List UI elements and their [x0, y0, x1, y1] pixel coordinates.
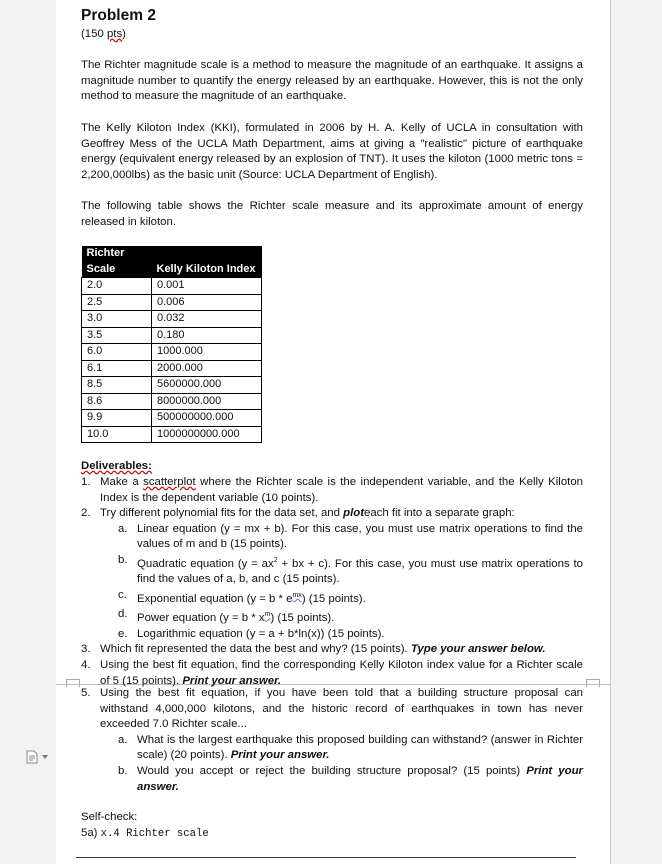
item-text: Print your answer.: [137, 764, 583, 793]
item-text: Using the best fit equation, if you have been told that a building structure proposal can withstand 4,000,000 kilotons, and the historic record of earthquakes in town has never exceeded 7.0 Richter scale...: [100, 687, 583, 731]
item-text: Would you accept or reject the building structure proposal? (15 points): [137, 764, 527, 777]
item-text: + bx + c). For this case, you must use matrix operations to find the values of a, b, and c (15 points).: [137, 557, 583, 586]
table-row: [82, 360, 262, 377]
kki-cell: 0.001: [152, 278, 262, 295]
table-row: [82, 410, 262, 427]
item-text: Print your answer.: [182, 674, 282, 687]
header-line: Richter: [86, 247, 125, 259]
list-number: d.: [118, 608, 128, 621]
sub-list-item: [81, 764, 583, 795]
item-text: Type your answer below.: [410, 643, 546, 656]
item-text: Linear equation (y = mx + b). For this case, you must use matrix operations to find the values of m and b (15 points).: [137, 522, 583, 551]
deliverables-heading-text: Deliverables:: [81, 460, 152, 472]
paragraph-text: The following table shows the Richter scale measure and its approximate amount of energy released in kiloton.: [81, 200, 583, 228]
richter-cell: 6.1: [82, 360, 152, 377]
table-row: [82, 344, 262, 361]
list-number: e.: [118, 627, 128, 640]
paragraph-text: The Kelly Kiloton Index (KKI), formulated in 2006 by H. A. Kelly of UCLA in consultation with Geoffrey Mess of the UCLA Math Department, aims at giving a "realistic" picture of earthquake energy (equivalent energy released by an explosion of TNT). It uses the kiloton (1000 metric tons = 2,200,000lbs) as the basic unit (Source: UCLA Department of English).: [81, 122, 583, 181]
list-number: b.: [118, 553, 128, 566]
problem-title: Problem 2: [81, 7, 156, 24]
kki-cell: 1000000000.000: [152, 426, 262, 443]
kki-paragraph: [81, 121, 583, 183]
richter-cell: 2.0: [82, 278, 152, 295]
richter-cell: 9.9: [82, 410, 152, 427]
table-row: [82, 311, 262, 328]
richter-cell: 3.0: [82, 311, 152, 328]
sub-list-item: [81, 627, 583, 643]
richter-kki-table: [81, 246, 262, 443]
item-text: where the Richter scale is the independent variable, and the Kelly Kiloton Index is the dependent variable (10 points).: [100, 476, 583, 504]
list-number: 2.: [81, 507, 91, 520]
item-text: Logarithmic equation (y = a + b*ln(x)) (15 points).: [137, 627, 385, 640]
table-row: [82, 327, 262, 344]
page-corner-marker: [586, 679, 600, 687]
richter-cell: 8.6: [82, 393, 152, 410]
table-row: [82, 278, 262, 295]
list-item: [81, 686, 583, 733]
list-item: [81, 475, 583, 506]
sub-list-item: [81, 733, 583, 764]
richter-cell: 2.5: [82, 294, 152, 311]
item-text: scatterplot: [143, 476, 196, 488]
kki-cell: 2000.000: [152, 360, 262, 377]
document-icon[interactable]: [26, 750, 38, 764]
list-item: [81, 658, 583, 689]
item-text: ) (15 points).: [301, 592, 366, 605]
table-row: [82, 294, 262, 311]
kki-cell: 1000.000: [152, 344, 262, 361]
kki-cell: 0.180: [152, 327, 262, 344]
sub-list-item: [81, 607, 583, 626]
richter-cell: 10.0: [82, 426, 152, 443]
selfcheck-label: Self-check:: [81, 811, 138, 823]
item-text: Print your answer.: [230, 749, 330, 762]
chevron-down-icon[interactable]: [42, 755, 48, 759]
superscript: mx: [292, 591, 302, 599]
intro-paragraph: [81, 58, 583, 105]
paragraph-text: The Richter magnitude scale is a method to measure the magnitude of an earthquake. It assigns a magnitude number to quantify the energy released by an earthquake. However, this is not the only method to measure the magnitude of an earthquake.: [81, 59, 583, 103]
table-header-richter: [82, 246, 152, 278]
item-text: Try different polynomial fits for the data set, and: [100, 507, 344, 520]
item-text: Power equation (y = b * x: [137, 612, 265, 625]
table-intro-paragraph: [81, 199, 583, 230]
list-item: [81, 642, 583, 658]
item-text: Make a: [100, 476, 144, 488]
deliverables-list: [81, 475, 583, 689]
item-text: Which fit represented the data the best and why? (15 points).: [100, 643, 411, 656]
table-body: [82, 278, 262, 443]
sub-list-item: [81, 588, 583, 607]
list-number: 4.: [81, 658, 91, 671]
item-text: Exponential equation (y = b * e: [137, 592, 293, 605]
list-number: 5.: [81, 687, 91, 699]
richter-cell: 3.5: [82, 327, 152, 344]
selfcheck-answer: [81, 827, 209, 840]
sub-list-item: [81, 522, 583, 553]
kki-cell: 8000000.000: [152, 393, 262, 410]
kki-cell: 0.032: [152, 311, 262, 328]
superscript: 2: [273, 556, 278, 564]
kki-cell: 0.006: [152, 294, 262, 311]
item-text: Quadratic equation (y = ax: [137, 557, 274, 570]
list-number: 3.: [81, 643, 91, 656]
selfcheck-code: x.4 Richter scale: [100, 828, 209, 840]
superscript: m: [264, 611, 271, 619]
item-text: Using the best fit equation, find the corresponding Kelly Kiloton index value for a Richter scale of 5 (15 points).: [100, 658, 583, 687]
table-row: [82, 393, 262, 410]
sub-list-item: [81, 553, 583, 588]
table-row: [82, 426, 262, 443]
list-number: 1.: [81, 476, 91, 488]
item-text: plot: [343, 507, 364, 520]
richter-cell: 8.5: [82, 377, 152, 394]
list-number: b.: [118, 764, 128, 777]
kki-cell: 500000000.000: [152, 410, 262, 427]
deliverables-heading: [81, 460, 152, 472]
table-header-kki: Kelly Kiloton Index: [152, 246, 262, 278]
list-number: a.: [118, 522, 128, 535]
page-corner-marker: [66, 679, 80, 687]
item-text: each fit into a separate graph:: [364, 507, 515, 520]
list-number: a.: [118, 733, 128, 746]
table-row: [82, 377, 262, 394]
list-item: [81, 506, 583, 522]
problem-points: (150 pts): [81, 28, 126, 40]
item-text: ) (15 points).: [270, 612, 335, 625]
kki-cell: 5600000.000: [152, 377, 262, 394]
richter-cell: 6.0: [82, 344, 152, 361]
deliverables-list-continued: [81, 686, 583, 795]
header-line: Scale: [86, 262, 116, 275]
selfcheck-prefix: 5a): [81, 827, 101, 839]
list-number: c.: [118, 588, 127, 601]
item-text: What is the largest earthquake this proposed building can withstand? (answer in Richter scale) (20 points).: [137, 733, 583, 762]
